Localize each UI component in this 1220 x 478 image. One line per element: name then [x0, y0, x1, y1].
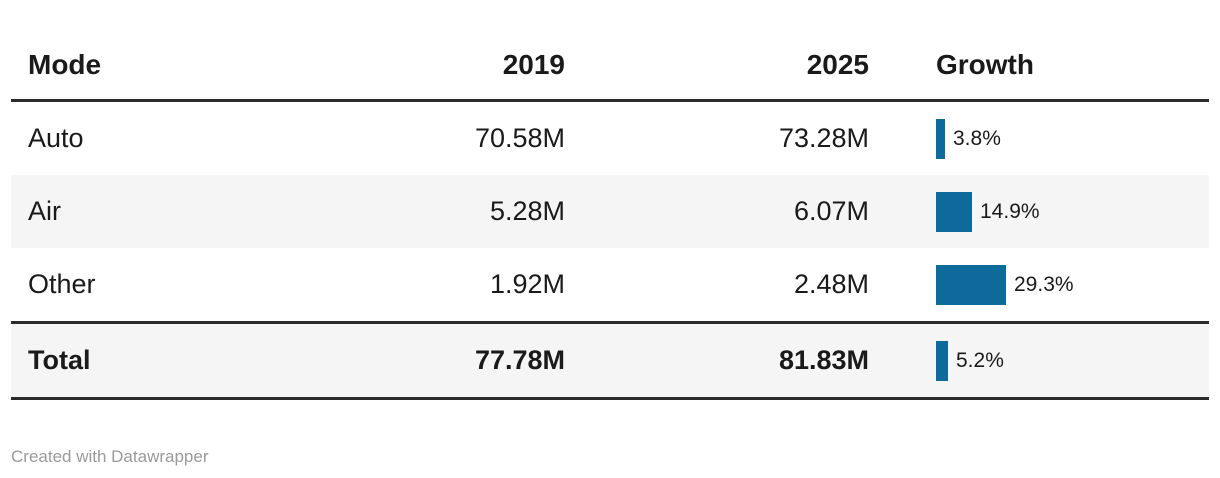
- growth-label: 3.8%: [953, 126, 1001, 150]
- cell-2025: 81.83M: [778, 345, 869, 375]
- cell-2025: 2.48M: [793, 269, 869, 299]
- table: [11, 0, 1209, 468]
- table-row-total: [11, 321, 1209, 400]
- datawrapper-credit: Created with Datawrapper: [11, 447, 209, 466]
- growth-bar: [936, 265, 1006, 305]
- cell-growth: [869, 192, 1209, 232]
- cell-2019: 1.92M: [489, 269, 565, 299]
- cell-2019: 5.28M: [489, 196, 565, 226]
- growth-bar: [936, 192, 972, 232]
- cell-mode: Other: [28, 269, 96, 299]
- growth-label: 29.3%: [1014, 272, 1074, 296]
- cell-mode: Total: [28, 345, 91, 375]
- column-header-growth: Growth: [936, 48, 1034, 80]
- header-row: [11, 30, 1209, 99]
- growth-bar: [936, 119, 945, 159]
- cell-growth: [869, 341, 1209, 381]
- table-row-air: [11, 175, 1209, 248]
- cell-2019: 70.58M: [474, 123, 565, 153]
- cell-mode: Air: [28, 196, 61, 226]
- cell-growth: [869, 119, 1209, 159]
- cell-growth: [869, 265, 1209, 305]
- cell-mode: Auto: [28, 123, 84, 153]
- cell-2019: 77.78M: [474, 345, 565, 375]
- column-header-mode: Mode: [28, 48, 102, 80]
- column-header-2025: 2025: [806, 48, 869, 80]
- cell-2025: 6.07M: [793, 196, 869, 226]
- growth-bar: [936, 341, 948, 381]
- table-row-auto: [11, 102, 1209, 175]
- column-header-2019: 2019: [502, 48, 565, 80]
- growth-label: 14.9%: [980, 199, 1040, 223]
- growth-label: 5.2%: [956, 348, 1004, 372]
- table-row-other: [11, 248, 1209, 321]
- cell-2025: 73.28M: [778, 123, 869, 153]
